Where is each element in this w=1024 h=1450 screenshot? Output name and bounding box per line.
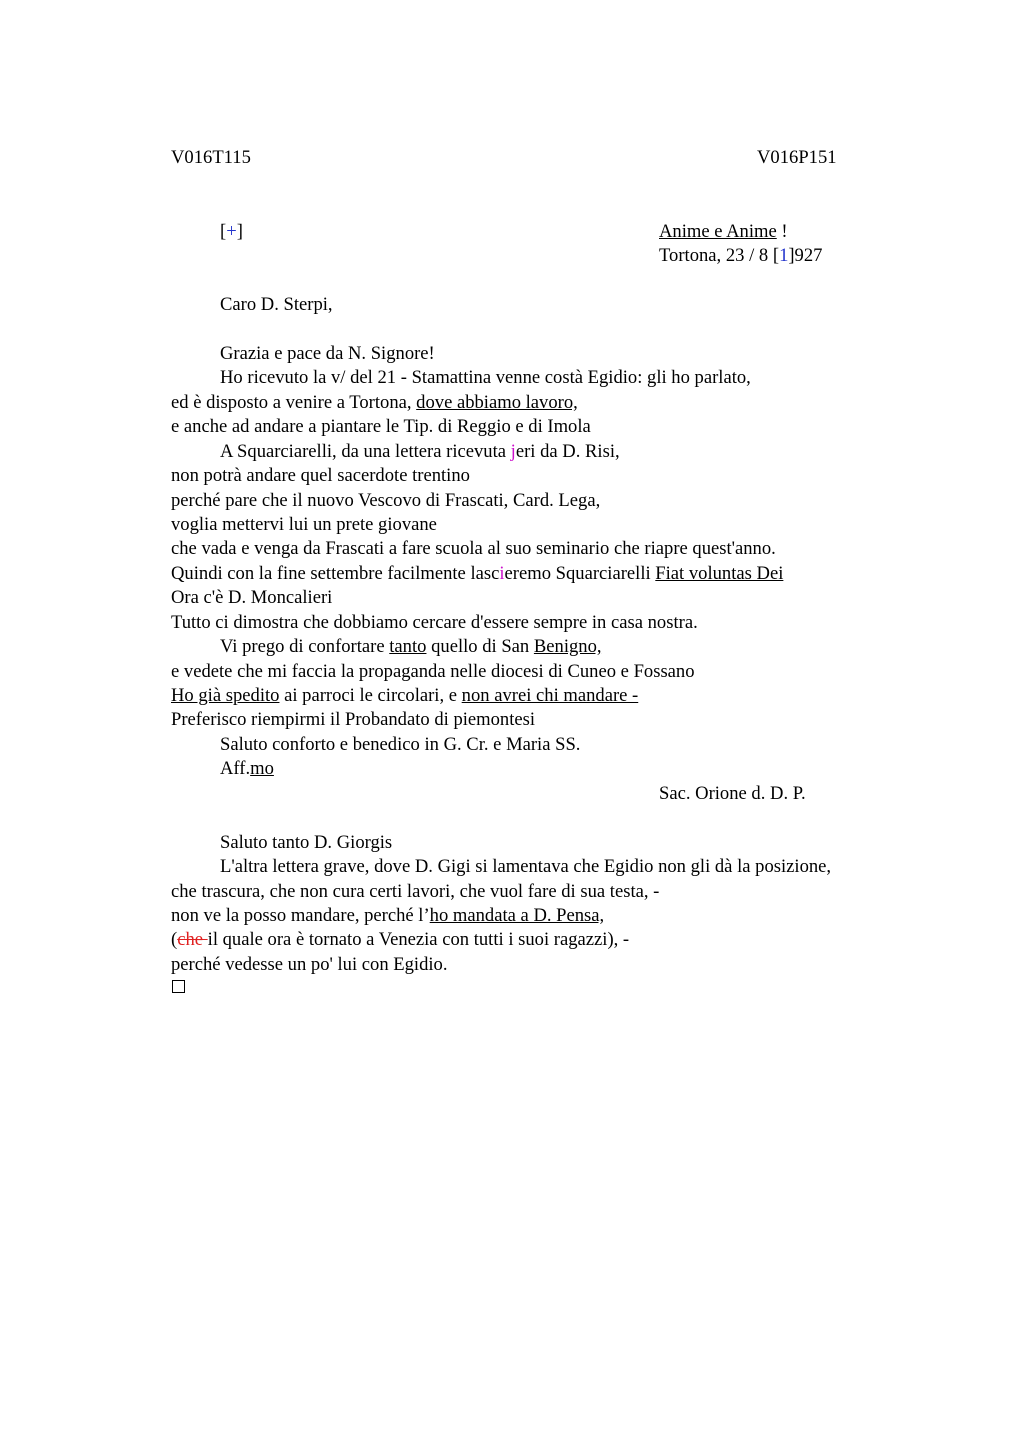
line-5-correction: j [510,441,516,462]
line-15-underlined-2: non avrei chi mandare - [461,685,639,706]
line-18 [220,757,274,781]
line-9: che vada e venga da Frascati a fare scuola al suo seminario che riapre quest'anno. [171,538,776,559]
postscript-5-deleted: che [177,929,208,950]
motto-tail: ! [776,221,788,242]
bracket-open: [ [220,221,227,242]
postscript-2: L'altra lettera grave, dove D. Gigi si lamentava che Egidio non gli dà la posizione, [220,856,832,877]
line-16: Preferisco riempirmi il Probandato di piemontesi [171,709,536,730]
line-13-underlined-2: Benigno, [533,636,602,657]
postscript-1: Saluto tanto D. Giorgis [220,832,393,853]
line-10-text-b: eremo Squarciarelli [504,563,656,584]
bracket-close: ] [236,221,243,242]
line-15-text: ai parroci le circolari, e [279,685,462,706]
postscript-5-paren: ( [171,929,178,950]
line-3-text: ed è disposto a venire a Tortona, [171,392,417,413]
line-5 [220,440,620,464]
line-13-text-b: quello di San [426,636,534,657]
line-4: e anche ad andare a piantare le Tip. di Reggio e di Imola [171,416,591,437]
line-13-text-a: Vi prego di confortare [220,636,390,657]
line-18-underlined: mo [250,758,274,779]
line-14: e vedete che mi faccia la propaganda nelle diocesi di Cuneo e Fossano [171,661,695,682]
date-pre: Tortona, 23 / 8 [ [659,245,780,266]
line-7: perché pare che il nuovo Vescovo di Frascati, Card. Lega, [171,490,601,511]
line-13-underlined-1: tanto [389,636,427,657]
postscript-5-text: il quale ora è tornato a Venezia con tutti i suoi ragazzi), - [207,929,630,950]
end-mark-square-icon [172,980,185,993]
volume-code-right: V016P151 [757,147,837,168]
line-13 [220,635,602,659]
motto-underlined: Anime e Anime [659,221,777,242]
line-18-text: Aff. [220,758,251,779]
date-line [659,244,822,268]
line-15-underlined-1: Ho già spedito [171,685,280,706]
line-5-text-b: eri da D. Risi, [515,441,620,462]
postscript-4 [171,904,604,928]
line-1: Grazia e pace da N. Signore! [220,343,435,364]
signature: Sac. Orione d. D. P. [659,783,806,804]
line-15 [171,684,638,708]
volume-code-left: V016T115 [171,147,251,168]
line-10-text-a: Quindi con la fine settembre facilmente lasc [171,563,500,584]
line-3-underlined: dove abbiamo lavoro, [416,392,578,413]
line-17: Saluto conforto e benedico in G. Cr. e Maria SS. [220,734,581,755]
line-10-correction: i [499,563,505,584]
postscript-5 [171,928,629,952]
line-5-text-a: A Squarciarelli, da una lettera ricevuta [220,441,511,462]
line-3 [171,391,578,415]
line-2: Ho ricevuto la v/ del 21 - Stamattina venne costà Egidio: gli ho parlato, [220,367,751,388]
plus-mark: + [226,221,237,242]
line-10 [171,562,783,586]
editorial-mark [220,220,243,244]
motto [659,220,788,244]
line-12: Tutto ci dimostra che dobbiamo cercare d'essere sempre in casa nostra. [171,612,698,633]
postscript-3: che trascura, che non cura certi lavori, che vuol fare di sua testa, - [171,881,660,902]
postscript-6: perché vedesse un po' lui con Egidio. [171,954,448,975]
line-6: non potrà andare quel sacerdote trentino [171,465,470,486]
line-10-underlined: Fiat voluntas Dei [655,563,784,584]
postscript-4-text: non ve la posso mandare, perché l’ [171,905,430,926]
postscript-4-underlined: ho mandata a D. Pensa, [429,905,605,926]
line-11: Ora c'è D. Moncalieri [171,587,333,608]
line-8: voglia mettervi lui un prete giovane [171,514,437,535]
date-insert: 1 [779,245,789,266]
salutation: Caro D. Sterpi, [220,294,333,315]
date-post: ]927 [788,245,823,266]
